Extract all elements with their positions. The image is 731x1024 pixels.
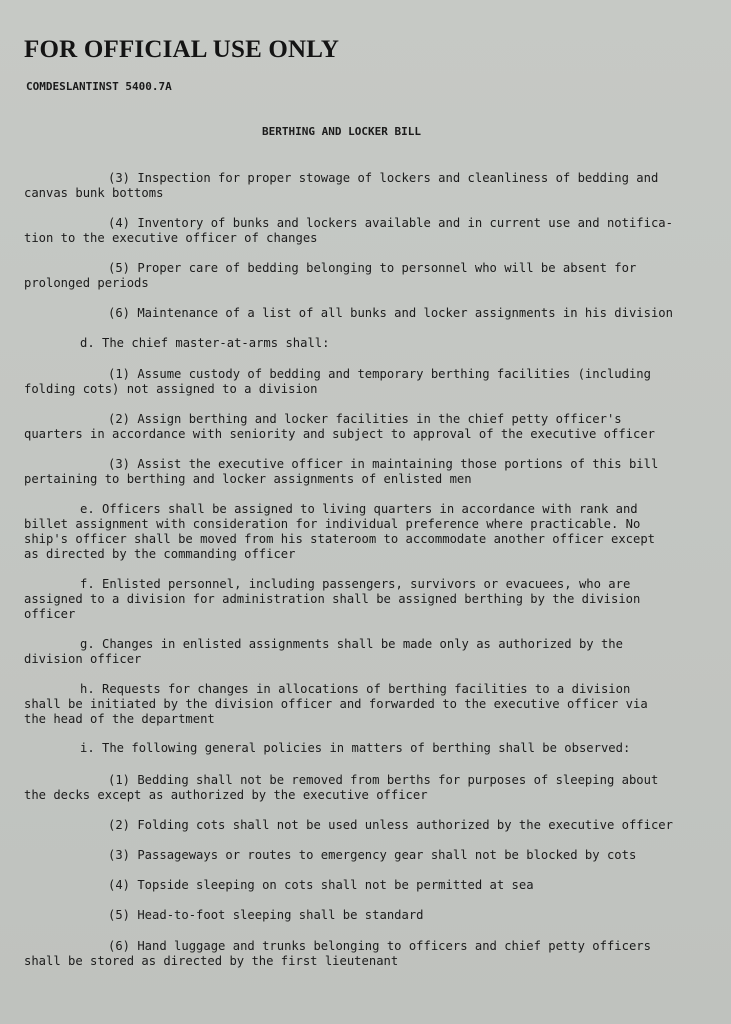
paragraph-line: e. Officers shall be assigned to living quarters in accordance with rank and: [80, 502, 638, 516]
paragraph-d: [24, 336, 694, 351]
paragraph-line: d. The chief master-at-arms shall:: [80, 336, 330, 350]
paragraph-line: as directed by the commanding officer: [24, 547, 296, 561]
paragraph-line: i. The following general policies in matters of berthing shall be observed:: [80, 741, 631, 755]
paragraph-line: prolonged periods: [24, 276, 149, 290]
classification-marking: FOR OFFICIAL USE ONLY: [24, 36, 340, 63]
paragraph-line: shall be stored as directed by the first lieutenant: [24, 954, 399, 968]
paragraph-d3: [24, 457, 694, 487]
paragraph-i3: [24, 848, 694, 863]
paragraph-line: (2) Assign berthing and locker facilities in the chief petty officer's: [108, 412, 622, 426]
paragraph-line: canvas bunk bottoms: [24, 186, 164, 200]
paragraph-i5: [24, 908, 694, 923]
paragraph-d2: [24, 412, 694, 442]
paragraph-line: h. Requests for changes in allocations of berthing facilities to a division: [80, 682, 631, 696]
paragraph-f: [24, 577, 694, 622]
paragraph-i4: [24, 878, 694, 893]
paragraph-line: officer: [24, 607, 76, 621]
paragraph-c4: [24, 216, 694, 246]
paragraph-i6: [24, 939, 694, 969]
paragraph-line: the decks except as authorized by the executive officer: [24, 788, 428, 802]
paragraph-line: (4) Inventory of bunks and lockers available and in current use and notifica-: [108, 216, 673, 230]
paragraph-i: [24, 741, 694, 756]
bill-title: BERTHING AND LOCKER BILL: [262, 125, 421, 138]
paragraph-g: [24, 637, 694, 667]
paragraph-c6: [24, 306, 694, 321]
paragraph-line: (2) Folding cots shall not be used unless authorized by the executive officer: [108, 818, 673, 832]
paragraph-c5: [24, 261, 694, 291]
paragraph-line: (1) Bedding shall not be removed from berths for purposes of sleeping about: [108, 773, 659, 787]
paragraph-i1: [24, 773, 694, 803]
paragraph-i2: [24, 818, 694, 833]
paragraph-c3: [24, 171, 694, 201]
paragraph-d1: [24, 367, 694, 397]
paragraph-line: f. Enlisted personnel, including passengers, survivors or evacuees, who are: [80, 577, 631, 591]
paragraph-line: assigned to a division for administration shall be assigned berthing by the division: [24, 592, 641, 606]
paragraph-line: (3) Passageways or routes to emergency gear shall not be blocked by cots: [108, 848, 637, 862]
paragraph-line: (1) Assume custody of bedding and temporary berthing facilities (including: [108, 367, 651, 381]
paragraph-line: (6) Hand luggage and trunks belonging to officers and chief petty officers: [108, 939, 651, 953]
paragraph-h: [24, 682, 694, 727]
paragraph-line: g. Changes in enlisted assignments shall be made only as authorized by the: [80, 637, 623, 651]
paragraph-line: (3) Assist the executive officer in maintaining those portions of this bill: [108, 457, 659, 471]
paragraph-line: tion to the executive officer of changes: [24, 231, 318, 245]
paragraph-line: division officer: [24, 652, 142, 666]
paragraph-line: shall be initiated by the division officer and forwarded to the executive officer via: [24, 697, 648, 711]
paragraph-line: (4) Topside sleeping on cots shall not be permitted at sea: [108, 878, 534, 892]
paragraph-line: (6) Maintenance of a list of all bunks and locker assignments in his division: [108, 306, 673, 320]
paragraph-e: [24, 502, 694, 562]
paragraph-line: the head of the department: [24, 712, 215, 726]
paragraph-line: quarters in accordance with seniority and subject to approval of the executive officer: [24, 427, 656, 441]
paragraph-line: folding cots) not assigned to a division: [24, 382, 318, 396]
paragraph-line: (5) Proper care of bedding belonging to personnel who will be absent for: [108, 261, 637, 275]
paragraph-line: (5) Head-to-foot sleeping shall be standard: [108, 908, 424, 922]
paragraph-line: pertaining to berthing and locker assignments of enlisted men: [24, 472, 472, 486]
paragraph-line: billet assignment with consideration for individual preference where practicable. No: [24, 517, 641, 531]
instruction-number: COMDESLANTINST 5400.7A: [26, 80, 172, 93]
paragraph-line: ship's officer shall be moved from his stateroom to accommodate another officer except: [24, 532, 656, 546]
paragraph-line: (3) Inspection for proper stowage of lockers and cleanliness of bedding and: [108, 171, 659, 185]
